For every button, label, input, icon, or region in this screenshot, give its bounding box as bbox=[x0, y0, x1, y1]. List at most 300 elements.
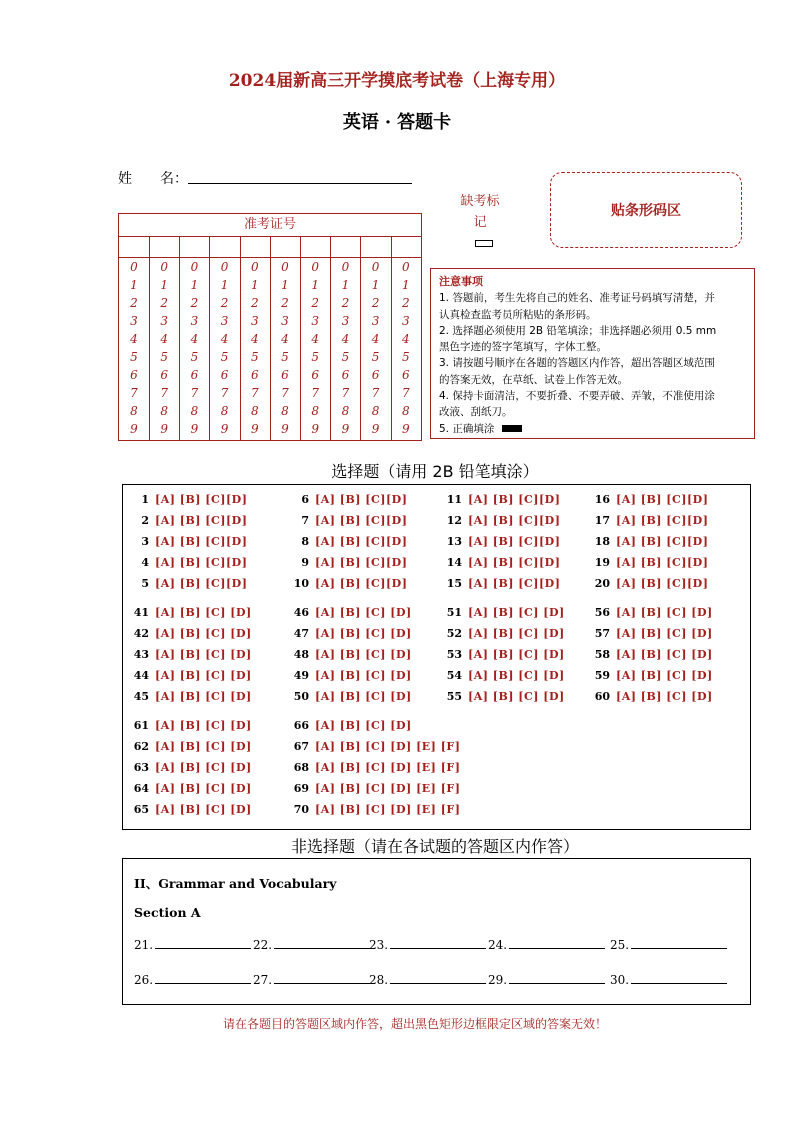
answer-bubbles[interactable]: [A] [B] [C] [D] bbox=[616, 690, 713, 703]
answer-bubbles[interactable]: [A] [B] [C] [D] [E] [F] bbox=[315, 761, 461, 774]
choice-question bbox=[444, 514, 560, 527]
fill-section-title: II、Grammar and Vocabulary bbox=[134, 876, 337, 891]
notes-line: 4. 保持卡面清洁，不要折叠、不要弄破、弄皱，不准使用涂 bbox=[439, 390, 715, 403]
exam-digit-bubble[interactable]: 0 bbox=[160, 260, 168, 274]
exam-digit-bubble[interactable]: 3 bbox=[311, 314, 319, 328]
exam-digit-bubble[interactable]: 5 bbox=[311, 350, 319, 364]
exam-digit-bubble[interactable]: 0 bbox=[250, 260, 259, 274]
answer-bubbles[interactable]: [A] [B] [C] [D] bbox=[155, 803, 252, 816]
question-number: 52 bbox=[446, 627, 462, 640]
exam-digit-bubble[interactable]: 4 bbox=[401, 332, 410, 346]
choice-question bbox=[291, 493, 407, 506]
choice-question bbox=[131, 719, 252, 732]
subject-title bbox=[0, 108, 794, 134]
answer-bubbles[interactable]: [A] [B] [C] [D] bbox=[468, 627, 565, 640]
exam-number-write-cell[interactable] bbox=[361, 237, 391, 258]
choice-question bbox=[131, 690, 252, 703]
exam-digit-bubble[interactable]: 3 bbox=[250, 314, 259, 328]
question-number: 69 bbox=[293, 782, 309, 795]
exam-number-write-cell[interactable] bbox=[240, 237, 270, 258]
choice-question bbox=[291, 556, 407, 569]
answer-bubbles[interactable]: [A] [B] [C][D] bbox=[616, 577, 709, 590]
exam-digit-bubble[interactable]: 3 bbox=[160, 314, 168, 328]
question-number: 3 bbox=[141, 535, 149, 548]
question-number: 9 bbox=[301, 556, 309, 569]
answer-bubbles[interactable]: [A] [B] [C] [D] bbox=[468, 606, 565, 619]
exam-number-column bbox=[391, 237, 421, 440]
exam-digit-bubble[interactable]: 6 bbox=[130, 368, 138, 382]
choice-question bbox=[291, 782, 460, 795]
exam-digit-bubble[interactable]: 2 bbox=[341, 296, 350, 310]
exam-digit-bubble[interactable]: 7 bbox=[281, 386, 289, 400]
exam-digit-bubble[interactable]: 6 bbox=[160, 368, 168, 382]
answer-bubbles[interactable]: [A] [B] [C] [D] bbox=[155, 690, 252, 703]
exam-digit-bubble[interactable]: 6 bbox=[281, 368, 289, 382]
choice-question bbox=[592, 690, 713, 703]
exam-digit-bubble[interactable]: 2 bbox=[220, 296, 229, 310]
question-number: 16 bbox=[594, 493, 610, 506]
choice-answer-area bbox=[122, 484, 751, 830]
answer-bubbles[interactable]: [A] [B] [C][D] bbox=[616, 535, 709, 548]
choice-question bbox=[131, 606, 252, 619]
exam-digit-bubble[interactable]: 5 bbox=[401, 350, 410, 364]
exam-digit-bubble[interactable]: 3 bbox=[281, 314, 289, 328]
answer-bubbles[interactable]: [A] [B] [C] [D] bbox=[155, 669, 252, 682]
exam-digit-bubble[interactable]: 6 bbox=[250, 368, 259, 382]
exam-digit-bubble[interactable]: 4 bbox=[190, 332, 199, 346]
exam-digit-bubble[interactable]: 8 bbox=[371, 404, 380, 418]
exam-digit-bubble[interactable]: 2 bbox=[311, 296, 319, 310]
exam-digit-bubble[interactable]: 7 bbox=[371, 386, 380, 400]
answer-bubbles[interactable]: [A] [B] [C][D] bbox=[468, 577, 561, 590]
choice-question bbox=[444, 577, 560, 590]
question-number: 11 bbox=[446, 493, 462, 506]
exam-digit-bubble[interactable]: 6 bbox=[220, 368, 229, 382]
choice-question bbox=[444, 690, 565, 703]
choice-question bbox=[444, 648, 565, 661]
blank-answer-line[interactable] bbox=[274, 948, 370, 949]
page-title: 2024届新高三开学摸底考试卷（上海专用） bbox=[228, 71, 566, 91]
exam-digit-bubble[interactable]: 9 bbox=[311, 422, 319, 436]
name-label: 姓 名： bbox=[118, 171, 188, 187]
exam-digit-bubble[interactable]: 1 bbox=[220, 278, 229, 292]
blank-number: 29. bbox=[488, 973, 508, 987]
fill-blank bbox=[369, 938, 486, 952]
fill-blank bbox=[488, 938, 605, 952]
choice-question bbox=[131, 535, 247, 548]
question-number: 49 bbox=[293, 669, 309, 682]
exam-digit-bubble[interactable]: 6 bbox=[401, 368, 410, 382]
answer-bubbles[interactable]: [A] [B] [C][D] bbox=[468, 493, 561, 506]
exam-digit-bubble[interactable]: 9 bbox=[401, 422, 410, 436]
question-number: 67 bbox=[293, 740, 309, 753]
answer-bubbles[interactable]: [A] [B] [C] [D] bbox=[155, 606, 252, 619]
question-number: 61 bbox=[133, 719, 149, 732]
exam-digit-bubble[interactable]: 1 bbox=[190, 278, 199, 292]
answer-bubbles[interactable]: [A] [B] [C] [D] bbox=[315, 627, 412, 640]
question-number: 19 bbox=[594, 556, 610, 569]
choice-question bbox=[291, 627, 412, 640]
answer-bubbles[interactable]: [A] [B] [C][D] bbox=[468, 514, 561, 527]
exam-digit-bubble[interactable]: 5 bbox=[160, 350, 168, 364]
choice-question bbox=[291, 690, 412, 703]
choice-question bbox=[592, 493, 708, 506]
exam-number-grid bbox=[118, 213, 422, 441]
answer-bubbles[interactable]: [A] [B] [C][D] bbox=[315, 514, 408, 527]
name-field[interactable] bbox=[188, 183, 412, 184]
fill-blank bbox=[369, 973, 486, 987]
exam-digit-bubble[interactable]: 4 bbox=[371, 332, 380, 346]
blank-number: 26. bbox=[134, 973, 154, 987]
question-number: 10 bbox=[293, 577, 309, 590]
choice-question bbox=[592, 577, 708, 590]
exam-digit-bubble[interactable]: 5 bbox=[220, 350, 229, 364]
question-number: 18 bbox=[594, 535, 610, 548]
answer-bubbles[interactable]: [A] [B] [C][D] bbox=[616, 514, 709, 527]
exam-digit-bubble[interactable]: 5 bbox=[371, 350, 380, 364]
exam-number-write-cell[interactable] bbox=[210, 237, 240, 258]
exam-digit-bubble[interactable]: 8 bbox=[401, 404, 410, 418]
exam-digit-bubble[interactable]: 0 bbox=[311, 260, 319, 274]
notes-line: 1. 答题前，考生先将自己的姓名、准考证号码填写清楚，并 bbox=[439, 292, 715, 305]
blank-answer-line[interactable] bbox=[631, 948, 727, 949]
choice-question bbox=[444, 493, 560, 506]
question-number: 51 bbox=[446, 606, 462, 619]
exam-digit-bubble[interactable]: 8 bbox=[190, 404, 199, 418]
choice-question bbox=[444, 669, 565, 682]
exam-digit-bubble[interactable]: 9 bbox=[130, 422, 138, 436]
question-number: 1 bbox=[141, 493, 149, 506]
exam-digit-bubble[interactable]: 9 bbox=[250, 422, 259, 436]
exam-digit-bubble[interactable]: 1 bbox=[250, 278, 259, 292]
answer-bubbles[interactable]: [A] [B] [C] [D] bbox=[315, 648, 412, 661]
exam-number-write-cell[interactable] bbox=[179, 237, 209, 258]
question-number: 2 bbox=[141, 514, 149, 527]
answer-bubbles[interactable]: [A] [B] [C] [D] bbox=[315, 669, 412, 682]
exam-digit-bubble[interactable]: 7 bbox=[190, 386, 199, 400]
answer-bubbles[interactable]: [A] [B] [C][D] bbox=[315, 577, 408, 590]
nonchoice-heading: 非选择题（请在各试题的答题区内作答） bbox=[290, 837, 579, 856]
exam-number-write-cell[interactable] bbox=[270, 237, 300, 258]
answer-bubbles[interactable]: [A] [B] [C] [D] bbox=[315, 606, 412, 619]
answer-bubbles[interactable]: [A] [B] [C][D] bbox=[155, 514, 248, 527]
question-number: 14 bbox=[446, 556, 462, 569]
exam-digit-bubble[interactable]: 4 bbox=[160, 332, 168, 346]
question-number: 46 bbox=[293, 606, 309, 619]
exam-digit-bubble[interactable]: 2 bbox=[281, 296, 289, 310]
answer-bubbles[interactable]: [A] [B] [C] [D] bbox=[155, 648, 252, 661]
exam-number-write-cell[interactable] bbox=[300, 237, 330, 258]
exam-digit-bubble[interactable]: 9 bbox=[160, 422, 168, 436]
answer-bubbles[interactable]: [A] [B] [C][D] bbox=[616, 556, 709, 569]
blank-answer-line[interactable] bbox=[274, 983, 370, 984]
exam-digit-bubble[interactable]: 5 bbox=[250, 350, 259, 364]
exam-digit-bubble[interactable]: 4 bbox=[281, 332, 289, 346]
blank-answer-line[interactable] bbox=[155, 948, 251, 949]
answer-bubbles[interactable]: [A] [B] [C] [D] bbox=[315, 719, 412, 732]
exam-digit-bubble[interactable]: 8 bbox=[341, 404, 350, 418]
choice-question bbox=[444, 535, 560, 548]
question-number: 53 bbox=[446, 648, 462, 661]
exam-digit-bubble[interactable]: 3 bbox=[371, 314, 380, 328]
exam-digit-bubble[interactable]: 0 bbox=[401, 260, 410, 274]
exam-digit-bubble[interactable]: 6 bbox=[341, 368, 350, 382]
question-number: 41 bbox=[133, 606, 149, 619]
exam-number-column bbox=[300, 237, 331, 440]
answer-bubbles[interactable]: [A] [B] [C][D] bbox=[616, 493, 709, 506]
answer-bubbles[interactable]: [A] [B] [C][D] bbox=[155, 535, 248, 548]
exam-digit-bubble[interactable]: 4 bbox=[130, 332, 138, 346]
exam-number-column bbox=[179, 237, 210, 440]
footer-note: 请在各题目的答题区域内作答，超出黑色矩形边框限定区域的答案无效！ bbox=[222, 1017, 607, 1031]
exam-digit-bubble[interactable]: 2 bbox=[371, 296, 380, 310]
exam-digit-bubble[interactable]: 8 bbox=[281, 404, 289, 418]
exam-digit-bubble[interactable]: 0 bbox=[371, 260, 380, 274]
fill-blank bbox=[134, 938, 251, 952]
blank-answer-line[interactable] bbox=[390, 948, 486, 949]
choice-question bbox=[592, 535, 708, 548]
answer-bubbles[interactable]: [A] [B] [C] [D] bbox=[155, 740, 252, 753]
exam-digit-bubble[interactable]: 6 bbox=[190, 368, 199, 382]
exam-digit-bubble[interactable]: 3 bbox=[190, 314, 199, 328]
exam-digit-bubble[interactable]: 7 bbox=[341, 386, 350, 400]
notes-line: 2. 选择题必须使用 2B 铅笔填涂；非选择题必须用 0.5 mm bbox=[439, 324, 717, 337]
correct-fill-label: 5. 正确填涂 bbox=[439, 422, 495, 435]
question-number: 63 bbox=[133, 761, 149, 774]
exam-digit-bubble[interactable]: 7 bbox=[401, 386, 410, 400]
exam-digit-bubble[interactable]: 9 bbox=[371, 422, 380, 436]
answer-bubbles[interactable]: [A] [B] [C][D] bbox=[315, 556, 408, 569]
question-number: 48 bbox=[293, 648, 309, 661]
exam-digit-bubble[interactable]: 7 bbox=[311, 386, 319, 400]
notes-box bbox=[430, 268, 755, 439]
exam-digit-bubble[interactable]: 2 bbox=[130, 296, 138, 310]
exam-digit-bubble[interactable]: 5 bbox=[341, 350, 350, 364]
exam-digit-bubble[interactable]: 7 bbox=[220, 386, 229, 400]
question-number: 55 bbox=[446, 690, 462, 703]
answer-bubbles[interactable]: [A] [B] [C] [D] bbox=[616, 627, 713, 640]
answer-bubbles[interactable]: [A] [B] [C] [D] bbox=[155, 719, 252, 732]
choice-question bbox=[291, 514, 407, 527]
blank-answer-line[interactable] bbox=[155, 983, 251, 984]
choice-question bbox=[131, 648, 252, 661]
exam-digit-bubble[interactable]: 8 bbox=[250, 404, 259, 418]
exam-digit-bubble[interactable]: 3 bbox=[220, 314, 229, 328]
exam-number-column bbox=[330, 237, 361, 440]
choice-question bbox=[291, 719, 412, 732]
choice-question bbox=[131, 761, 252, 774]
exam-digit-bubble[interactable]: 2 bbox=[190, 296, 199, 310]
exam-digit-bubble[interactable]: 5 bbox=[130, 350, 138, 364]
exam-digit-bubble[interactable]: 1 bbox=[160, 278, 168, 292]
question-number: 62 bbox=[133, 740, 149, 753]
answer-bubbles[interactable]: [A] [B] [C][D] bbox=[468, 556, 561, 569]
blank-number: 28. bbox=[369, 973, 389, 987]
exam-digit-bubble[interactable]: 1 bbox=[401, 278, 410, 292]
blank-number: 25. bbox=[610, 938, 630, 952]
blank-number: 21. bbox=[134, 938, 154, 952]
choice-question bbox=[444, 556, 560, 569]
answer-bubbles[interactable]: [A] [B] [C] [D] [E] [F] bbox=[315, 803, 461, 816]
answer-bubbles[interactable]: [A] [B] [C] [D] [E] [F] bbox=[315, 740, 461, 753]
answer-bubbles[interactable]: [A] [B] [C][D] bbox=[315, 535, 408, 548]
answer-bubbles[interactable]: [A] [B] [C][D] bbox=[155, 556, 248, 569]
question-number: 54 bbox=[446, 669, 462, 682]
answer-bubbles[interactable]: [A] [B] [C] [D] bbox=[315, 690, 412, 703]
exam-digit-bubble[interactable]: 1 bbox=[281, 278, 289, 292]
exam-digit-bubble[interactable]: 4 bbox=[311, 332, 319, 346]
exam-number-column bbox=[210, 237, 241, 440]
fill-blank bbox=[134, 973, 251, 987]
question-number: 68 bbox=[293, 761, 309, 774]
blank-answer-line[interactable] bbox=[631, 983, 727, 984]
question-number: 59 bbox=[594, 669, 610, 682]
answer-bubbles[interactable]: [A] [B] [C] [D] bbox=[616, 669, 713, 682]
question-number: 7 bbox=[301, 514, 309, 527]
exam-digit-bubble[interactable]: 9 bbox=[281, 422, 289, 436]
exam-digit-bubble[interactable]: 1 bbox=[311, 278, 319, 292]
choice-question bbox=[592, 669, 713, 682]
exam-digit-bubble[interactable]: 6 bbox=[371, 368, 380, 382]
exam-digit-bubble[interactable]: 2 bbox=[401, 296, 410, 310]
exam-number-column bbox=[270, 237, 301, 440]
question-number: 65 bbox=[133, 803, 149, 816]
question-number: 70 bbox=[293, 803, 309, 816]
exam-digit-bubble[interactable]: 9 bbox=[341, 422, 350, 436]
question-number: 64 bbox=[133, 782, 149, 795]
choice-question bbox=[131, 803, 252, 816]
answer-bubbles[interactable]: [A] [B] [C][D] bbox=[315, 493, 408, 506]
question-number: 45 bbox=[133, 690, 149, 703]
exam-digit-bubble[interactable]: 8 bbox=[160, 404, 168, 418]
exam-digit-bubble[interactable]: 0 bbox=[341, 260, 350, 274]
exam-digit-bubble[interactable]: 8 bbox=[311, 404, 319, 418]
blank-answer-line[interactable] bbox=[509, 948, 605, 949]
exam-digit-bubble[interactable]: 4 bbox=[341, 332, 350, 346]
choice-question bbox=[592, 606, 713, 619]
exam-number-write-cell[interactable] bbox=[119, 237, 149, 258]
exam-digit-bubble[interactable]: 0 bbox=[130, 260, 138, 274]
exam-digit-bubble[interactable]: 1 bbox=[341, 278, 350, 292]
answer-bubbles[interactable]: [A] [B] [C] [D] bbox=[155, 761, 252, 774]
question-number: 4 bbox=[141, 556, 149, 569]
choice-question bbox=[291, 577, 407, 590]
choice-question bbox=[131, 669, 252, 682]
question-number: 56 bbox=[594, 606, 610, 619]
subject-name: 英语 bbox=[342, 112, 379, 133]
question-number: 50 bbox=[293, 690, 309, 703]
exam-digit-bubble[interactable]: 9 bbox=[220, 422, 229, 436]
correct-fill-example bbox=[439, 421, 746, 437]
answer-bubbles[interactable]: [A] [B] [C] [D] bbox=[155, 627, 252, 640]
notes-line: 改液、刮纸刀。 bbox=[439, 406, 513, 419]
exam-digit-bubble[interactable]: 3 bbox=[130, 314, 138, 328]
choice-question bbox=[131, 782, 252, 795]
exam-digit-bubble[interactable]: 1 bbox=[371, 278, 380, 292]
question-number: 47 bbox=[293, 627, 309, 640]
exam-digit-bubble[interactable]: 5 bbox=[190, 350, 199, 364]
exam-digit-bubble[interactable]: 2 bbox=[250, 296, 259, 310]
fill-blank bbox=[488, 973, 605, 987]
choice-question bbox=[592, 514, 708, 527]
answer-bubbles[interactable]: [A] [B] [C] [D] bbox=[616, 606, 713, 619]
question-number: 43 bbox=[133, 648, 149, 661]
choice-question bbox=[291, 740, 460, 753]
exam-digit-bubble[interactable]: 8 bbox=[130, 404, 138, 418]
exam-digit-bubble[interactable]: 7 bbox=[130, 386, 138, 400]
absent-mark-label: 缺考标记 bbox=[460, 194, 500, 230]
answer-bubbles[interactable]: [A] [B] [C] [D] bbox=[616, 648, 713, 661]
question-number: 42 bbox=[133, 627, 149, 640]
choice-question bbox=[131, 556, 247, 569]
exam-digit-bubble[interactable]: 5 bbox=[281, 350, 289, 364]
exam-number-write-cell[interactable] bbox=[149, 237, 179, 258]
exam-digit-bubble[interactable]: 0 bbox=[190, 260, 199, 274]
exam-number-write-cell[interactable] bbox=[330, 237, 360, 258]
blank-number: 22. bbox=[253, 938, 273, 952]
question-number: 15 bbox=[446, 577, 462, 590]
blank-number: 23. bbox=[369, 938, 389, 952]
exam-digit-bubble[interactable]: 1 bbox=[130, 278, 138, 292]
exam-digit-bubble[interactable]: 7 bbox=[250, 386, 259, 400]
exam-digit-bubble[interactable]: 0 bbox=[281, 260, 289, 274]
exam-number-title: 准考证号 bbox=[119, 214, 421, 237]
notes-line: 3. 请按题号顺序在各题的答题区内作答，超出答题区域范围 bbox=[439, 357, 715, 370]
answer-bubbles[interactable]: [A] [B] [C][D] bbox=[468, 535, 561, 548]
blank-answer-line[interactable] bbox=[509, 983, 605, 984]
exam-digit-bubble[interactable]: 6 bbox=[311, 368, 319, 382]
answer-bubbles[interactable]: [A] [B] [C] [D] bbox=[468, 648, 565, 661]
choice-question bbox=[131, 627, 252, 640]
notes-line: 黑色字迹的签字笔填写，字体工整。 bbox=[439, 341, 607, 354]
question-number: 58 bbox=[594, 648, 610, 661]
exam-digit-bubble[interactable]: 9 bbox=[190, 422, 199, 436]
answer-bubbles[interactable]: [A] [B] [C] [D] bbox=[155, 782, 252, 795]
fill-answer-area bbox=[122, 858, 751, 1005]
absent-mark-box[interactable] bbox=[475, 240, 493, 247]
exam-digit-bubble[interactable]: 3 bbox=[401, 314, 410, 328]
fill-blank bbox=[610, 973, 727, 987]
choice-heading: 选择题（请用 2B 铅笔填涂） bbox=[331, 462, 539, 481]
answer-bubbles[interactable]: [A] [B] [C] [D] bbox=[468, 669, 565, 682]
exam-digit-bubble[interactable]: 3 bbox=[341, 314, 350, 328]
answer-bubbles[interactable]: [A] [B] [C] [D] [E] [F] bbox=[315, 782, 461, 795]
exam-number-column bbox=[361, 237, 392, 440]
answer-bubbles[interactable]: [A] [B] [C] [D] bbox=[468, 690, 565, 703]
question-number: 66 bbox=[293, 719, 309, 732]
question-number: 57 bbox=[594, 627, 610, 640]
exam-digit-bubble[interactable]: 4 bbox=[250, 332, 259, 346]
question-number: 20 bbox=[594, 577, 610, 590]
exam-number-write-cell[interactable] bbox=[391, 237, 421, 258]
blank-number: 27. bbox=[253, 973, 273, 987]
answer-bubbles[interactable]: [A] [B] [C][D] bbox=[155, 493, 248, 506]
exam-digit-bubble[interactable]: 8 bbox=[220, 404, 229, 418]
choice-question bbox=[444, 606, 565, 619]
exam-digit-bubble[interactable]: 7 bbox=[160, 386, 168, 400]
blank-answer-line[interactable] bbox=[390, 983, 486, 984]
choice-question bbox=[131, 493, 247, 506]
exam-digit-bubble[interactable]: 0 bbox=[220, 260, 229, 274]
exam-digit-bubble[interactable]: 2 bbox=[160, 296, 168, 310]
exam-digit-bubble[interactable]: 4 bbox=[220, 332, 229, 346]
notes-line: 认真检查监考员所粘贴的条形码。 bbox=[439, 308, 597, 321]
choice-question bbox=[592, 556, 708, 569]
question-number: 5 bbox=[141, 577, 149, 590]
notes-title: 注意事项 bbox=[439, 275, 483, 288]
fill-blank bbox=[253, 938, 370, 952]
answer-bubbles[interactable]: [A] [B] [C][D] bbox=[155, 577, 248, 590]
